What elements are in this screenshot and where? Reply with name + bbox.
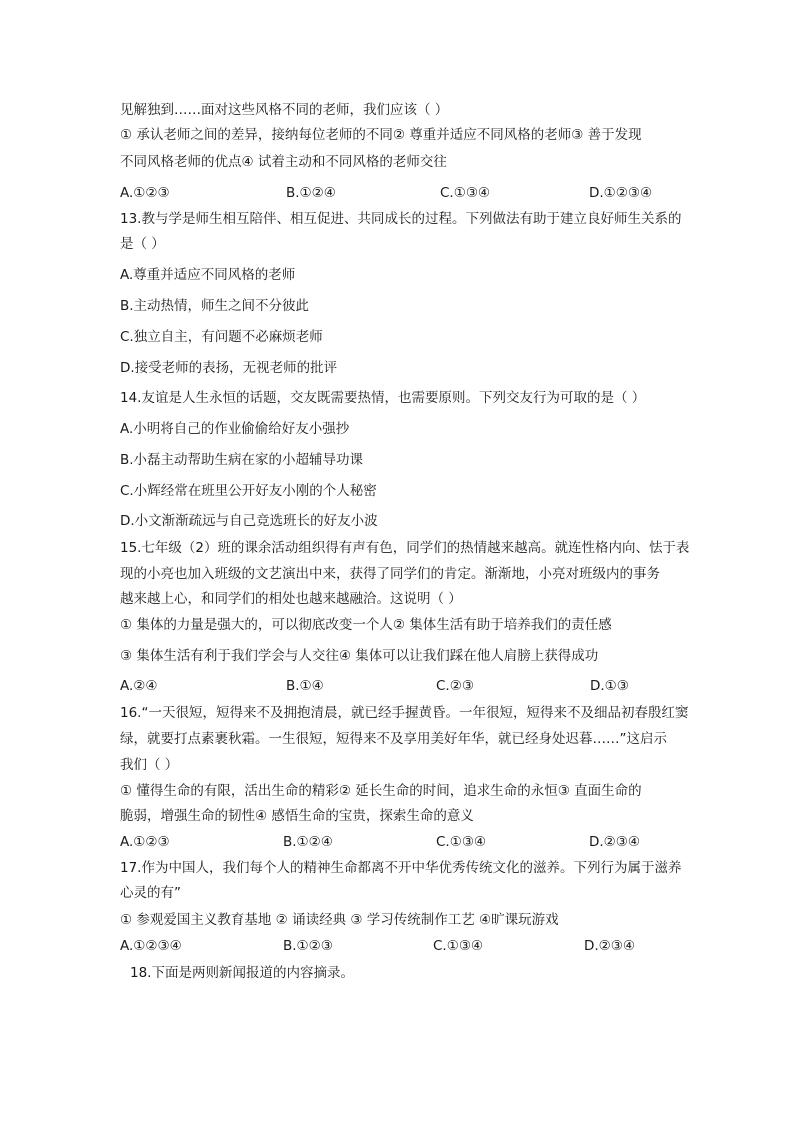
question-13-stem: 13.教与学是师生相互陪伴、相互促进、共同成长的过程。下列做法有助于建立良好师生关系的 bbox=[120, 211, 682, 227]
question-15-statements: ③ 集体生活有利于我们学会与人交往④ 集体可以让我们踩在他人肩膀上获得成功 bbox=[120, 648, 599, 664]
option-b: B.①②④ bbox=[283, 834, 333, 850]
question-16-stem-cont: 我们（ ） bbox=[120, 757, 179, 773]
question-17-stem: 17.作为中国人，我们每个人的精神生命都离不开中华优秀传统文化的滋养。下列行为属于滋养 bbox=[120, 860, 682, 876]
option-b: B.①④ bbox=[286, 678, 324, 694]
question-16-stem: 16.“一天很短，短得来不及拥抱清晨，就已经手握黄昏。一年很短，短得来不及细品初春殷红窦 bbox=[120, 705, 689, 721]
question-14-option-a: A.小明将自己的作业偷偷给好友小强抄 bbox=[120, 421, 350, 437]
option-d: D.②③④ bbox=[589, 834, 640, 850]
prev-question-stem: 见解独到……面对这些风格不同的老师，我们应该（ ） bbox=[120, 102, 449, 118]
question-18-stem: 18.下面是两则新闻报道的内容摘录。 bbox=[130, 965, 354, 981]
question-15-stem: 15.七年级（2）班的课余活动组织得有声有色，同学们的热情越来越高。就连性格内向、怯于表 bbox=[120, 540, 690, 556]
question-13-option-a: A.尊重并适应不同风格的老师 bbox=[120, 267, 296, 283]
question-14-option-c: C.小辉经常在班里公开好友小刚的个人秘密 bbox=[120, 483, 377, 499]
question-16-statements: 脆弱，增强生命的韧性④ 感悟生命的宝贵，探索生命的意义 bbox=[120, 808, 474, 824]
prev-statement-line: 不同风格老师的优点④ 试着主动和不同风格的老师交往 bbox=[120, 154, 447, 170]
question-17-stem-cont: 心灵的有” bbox=[120, 885, 181, 901]
question-16-stem-cont: 绿，就要打点素裹秋霜。一生很短，短得来不及享用美好年华，就已经身处迟暮……”这启示 bbox=[120, 731, 667, 747]
question-14-stem: 14.友谊是人生永恒的话题，交友既需要热情，也需要原则。下列交友行为可取的是（ ） bbox=[120, 390, 646, 406]
question-15-statements: ① 集体的力量是强大的，可以彻底改变一个人② 集体生活有助于培养我们的责任感 bbox=[120, 617, 612, 633]
option-a: A.①②③④ bbox=[120, 938, 182, 954]
prev-statement-line: ① 承认老师之间的差异，接纳每位老师的不同② 尊重并适应不同风格的老师③ 善于发现 bbox=[120, 127, 642, 143]
option-c: C.①③④ bbox=[433, 938, 484, 954]
question-14-option-b: B.小磊主动帮助生病在家的小超辅导功课 bbox=[120, 452, 364, 468]
option-b: B.①②③ bbox=[283, 938, 333, 954]
question-15-stem-cont: 越来越上心，和同学们的相处也越来越融洽。这说明（ ） bbox=[120, 591, 462, 607]
option-a: A.①②③ bbox=[120, 185, 170, 201]
option-a: A.②④ bbox=[120, 678, 158, 694]
option-c: C.②③ bbox=[436, 678, 474, 694]
question-13-option-b: B.主动热情，师生之间不分彼此 bbox=[120, 298, 310, 314]
option-c: C.①③④ bbox=[436, 834, 487, 850]
option-a: A.①②③ bbox=[120, 834, 170, 850]
question-16-statements: ① 懂得生命的有限，活出生命的精彩② 延长生命的时间，追求生命的永恒③ 直面生命的 bbox=[120, 783, 642, 799]
option-d: D.①③ bbox=[590, 678, 629, 694]
question-17-statements: ① 参观爱国主义教育基地 ② 诵读经典 ③ 学习传统制作工艺 ④旷课玩游戏 bbox=[120, 912, 559, 928]
option-c: C.①③④ bbox=[440, 185, 491, 201]
question-14-option-d: D.小文渐渐疏远与自己竞选班长的好友小波 bbox=[120, 513, 378, 529]
question-13-option-d: D.接受老师的表扬，无视老师的批评 bbox=[120, 360, 338, 376]
option-d: D.②③④ bbox=[584, 938, 635, 954]
question-15-stem-cont: 现的小亮也加入班级的文艺演出中来，获得了同学们的肯定。渐渐地，小亮对班级内的事务 bbox=[120, 566, 660, 582]
question-13-option-c: C.独立自主，有问题不必麻烦老师 bbox=[120, 329, 323, 345]
question-13-stem-cont: 是（ ） bbox=[120, 236, 165, 252]
option-d: D.①②③④ bbox=[589, 185, 653, 201]
option-b: B.①②④ bbox=[286, 185, 336, 201]
